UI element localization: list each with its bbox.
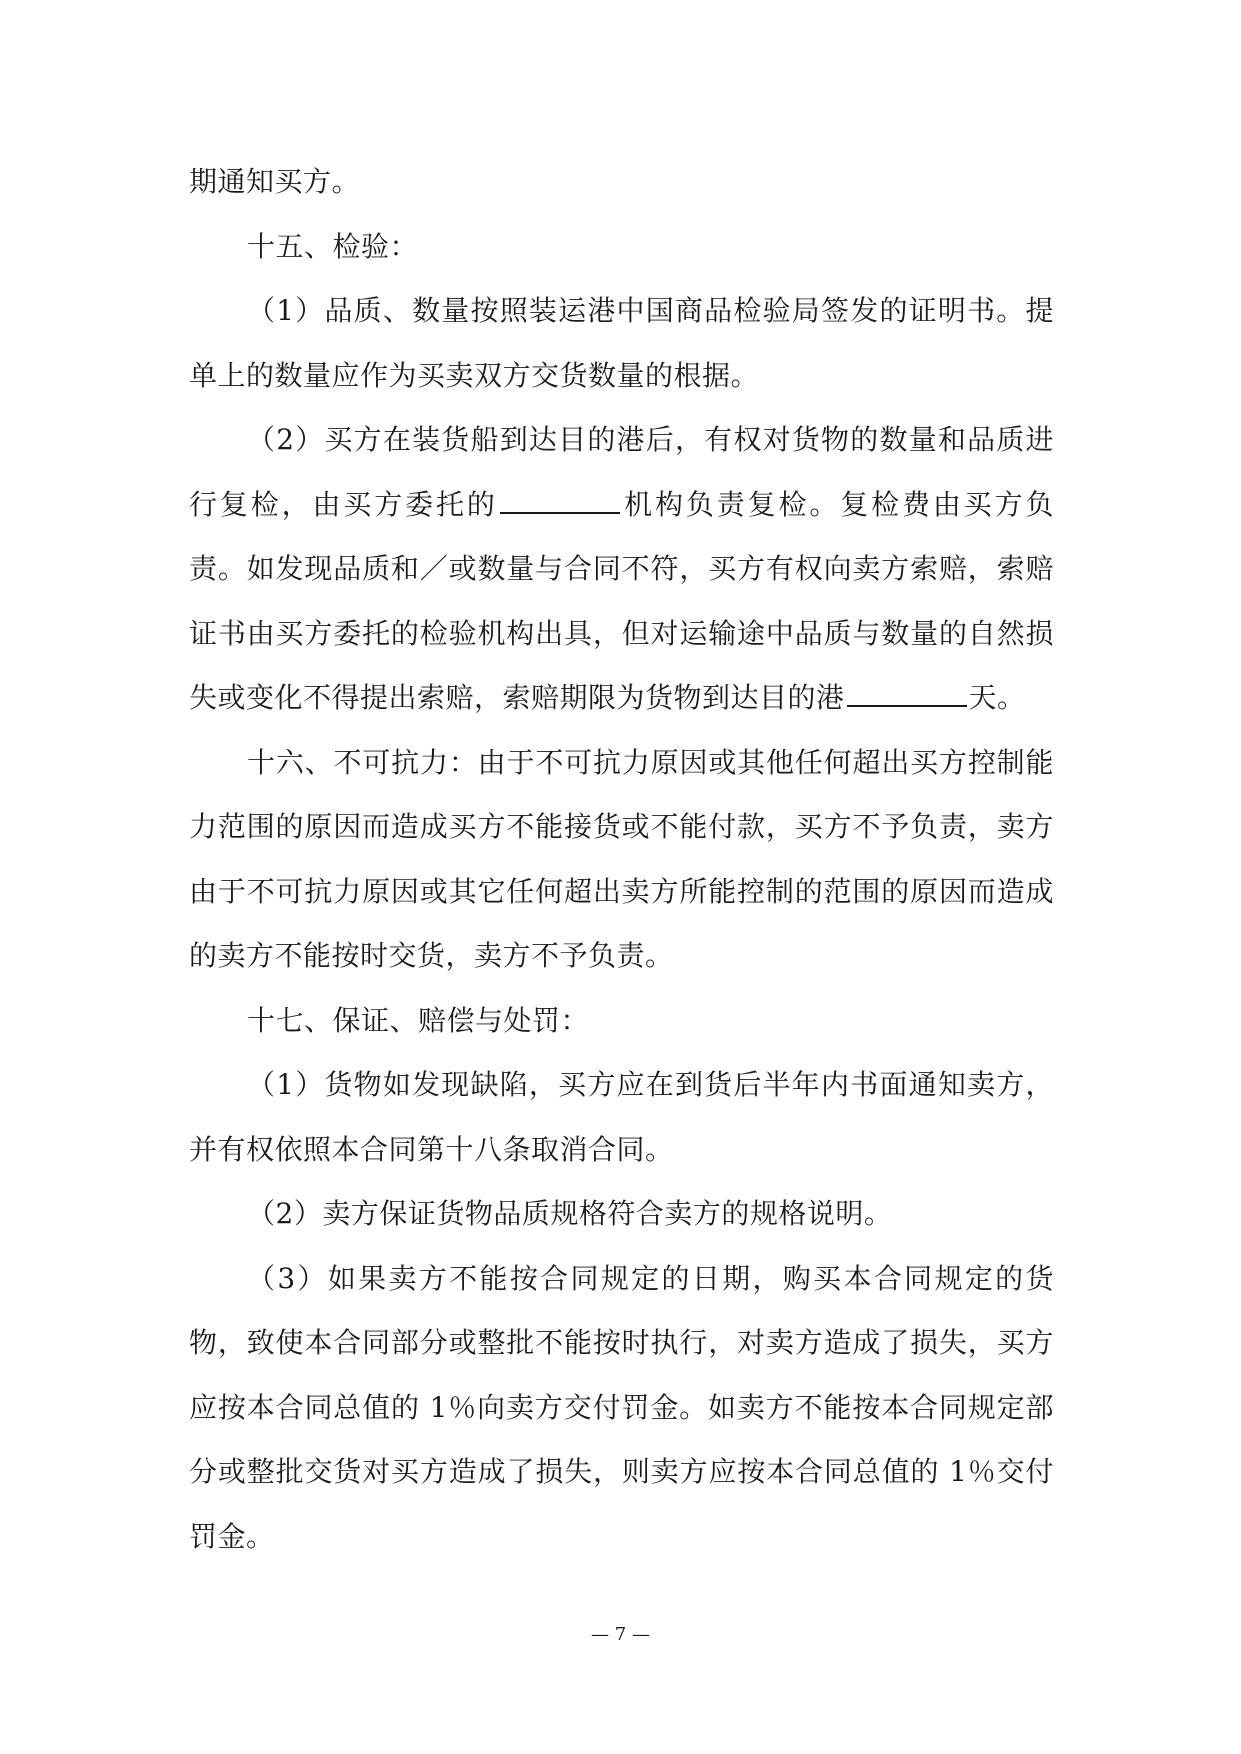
paragraph-inspection-2-part-c: 天。 — [968, 681, 1026, 714]
section-heading-inspection: 十五、检验： — [247, 229, 419, 263]
blank-claim-days — [847, 683, 967, 707]
page-number: — 7 — — [591, 1624, 650, 1645]
section-force-majeure: 十六、不可抗力：由于不可抗力原因或其他任何超出买方控制能力范围的原因而造成买方不能接货或不能付款，买方不予负责，卖方由于不可抗力原因或其它任何超出卖方所能控制的范围的原因而造成的卖方不能按时交货，卖方不予负责。 — [189, 745, 1054, 972]
blank-inspection-agency — [500, 490, 620, 514]
paragraph-inspection-1: （1）品质、数量按照装运港中国商品检验局签发的证明书。提单上的数量应作为买卖双方交货数量的根据。 — [189, 294, 1054, 392]
document-body — [189, 150, 1054, 1569]
paragraph-warranty-1: （1）货物如发现缺陷，买方应在到货后半年内书面通知卖方，并有权依照本合同第十八条取消合同。 — [189, 1068, 1054, 1166]
paragraph-inspection-2-part-a: （2）买方在装货船到达目的港后，有权对货物的数量和品质进行复检，由买方委托的 — [189, 423, 1054, 521]
paragraph-inspection-2-part-b: 机构负责复检。复检费由买方负责。如发现品质和／或数量与合同不符，买方有权向卖方索赔，索赔证书由买方委托的检验机构出具，但对运输途中品质与数量的自然损失或变化不得提出索赔，索赔期限为货物到达目的港 — [189, 487, 1054, 714]
paragraph-warranty-3: （3）如果卖方不能按合同规定的日期，购买本合同规定的货物，致使本合同部分或整批不能按时执行，对卖方造成了损失，买方应按本合同总值的 1％向卖方交付罚金。如卖方不能按本合同规定部分或整批交货对买方造成了损失，则卖方应按本合同总值的 1％交付罚金。 — [189, 1261, 1054, 1553]
paragraph-inspection-2 — [189, 408, 1054, 731]
paragraph-warranty-2: （2）卖方保证货物品质规格符合卖方的规格说明。 — [247, 1197, 893, 1230]
section-heading-warranty: 十七、保证、赔偿与处罚： — [247, 1003, 590, 1037]
paragraph-continuation: 期通知买方。 — [189, 165, 361, 198]
